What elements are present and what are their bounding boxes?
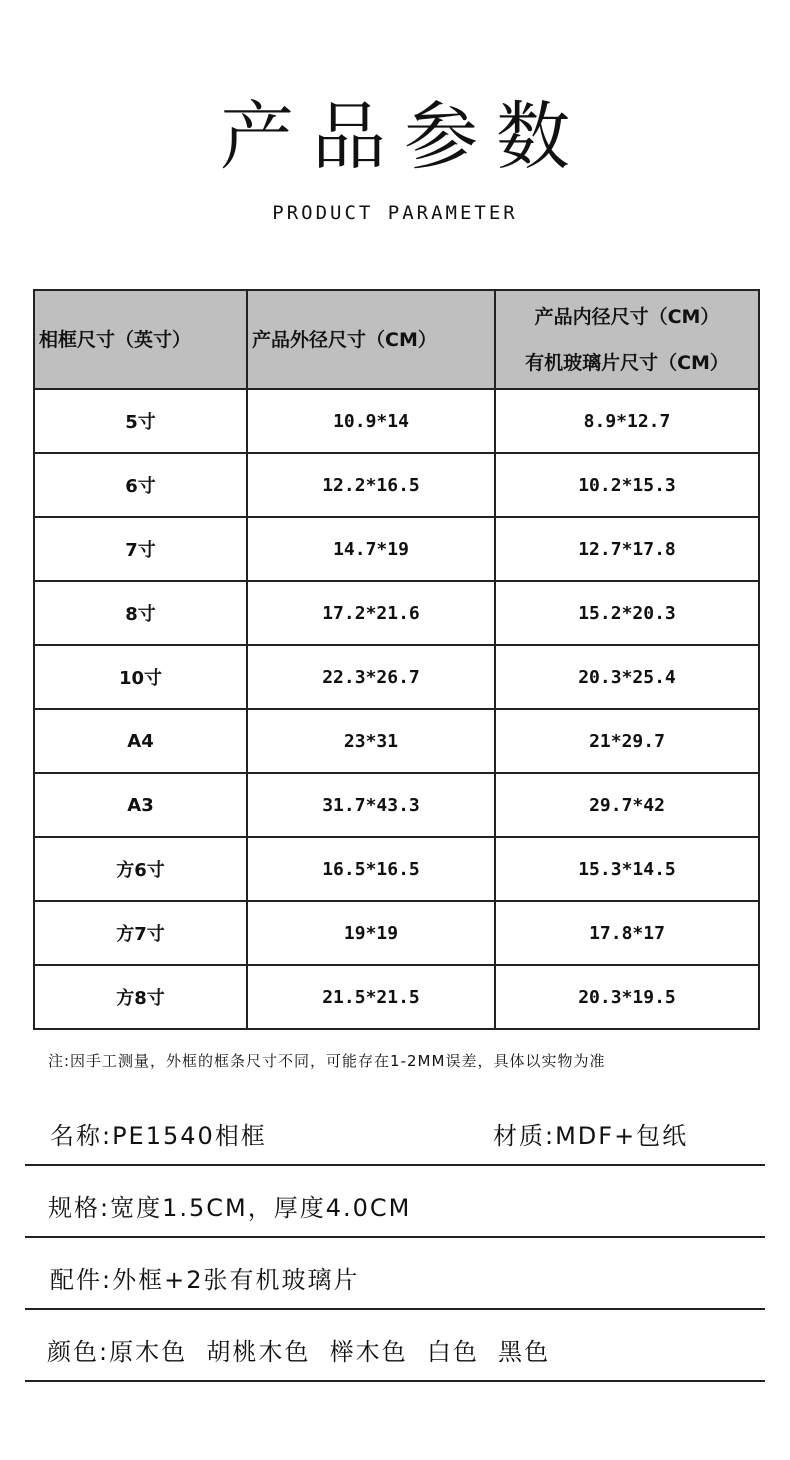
cell-size: 6寸 [34, 453, 247, 517]
table-row [34, 965, 759, 1029]
table-row [34, 837, 759, 901]
info-row-accessories [25, 1248, 765, 1310]
cell-inner: 29.7*42 [495, 773, 759, 837]
header-inner-size-line2: 有机玻璃片尺寸（CM） [525, 351, 729, 374]
cell-size: 8寸 [34, 581, 247, 645]
cell-outer: 22.3*26.7 [247, 645, 495, 709]
table-row [34, 581, 759, 645]
cell-inner: 15.2*20.3 [495, 581, 759, 645]
table-row [34, 389, 759, 453]
header-inner-size [495, 290, 759, 389]
header-inner-size-line1: 产品内径尺寸（CM） [534, 305, 720, 328]
cell-inner: 8.9*12.7 [495, 389, 759, 453]
cell-outer: 16.5*16.5 [247, 837, 495, 901]
cell-outer: 21.5*21.5 [247, 965, 495, 1029]
header-frame-size: 相框尺寸（英寸） [34, 290, 247, 389]
table-row [34, 645, 759, 709]
cell-size: 5寸 [34, 389, 247, 453]
cell-inner: 20.3*25.4 [495, 645, 759, 709]
table-row [34, 517, 759, 581]
product-name: 名称:PE1540相框 [50, 1122, 267, 1150]
product-spec: 规格:宽度1.5CM，厚度4.0CM [48, 1194, 412, 1222]
table-row [34, 453, 759, 517]
cell-outer: 19*19 [247, 901, 495, 965]
info-row-name-material [25, 1104, 765, 1166]
table-row [34, 773, 759, 837]
cell-size: 方8寸 [34, 965, 247, 1029]
cell-size: 10寸 [34, 645, 247, 709]
table-header-row [34, 290, 759, 389]
table-row [34, 901, 759, 965]
product-accessories: 配件:外框+2张有机玻璃片 [50, 1266, 360, 1294]
parameter-table [33, 289, 760, 1030]
cell-outer: 31.7*43.3 [247, 773, 495, 837]
cell-size: A3 [34, 773, 247, 837]
cell-inner: 21*29.7 [495, 709, 759, 773]
cell-size: 7寸 [34, 517, 247, 581]
cell-outer: 23*31 [247, 709, 495, 773]
cell-outer: 10.9*14 [247, 389, 495, 453]
header-outer-size: 产品外径尺寸（CM） [247, 290, 495, 389]
cell-size: 方6寸 [34, 837, 247, 901]
product-material: 材质:MDF+包纸 [493, 1122, 689, 1150]
page-subtitle: PRODUCT PARAMETER [272, 202, 518, 224]
cell-inner: 17.8*17 [495, 901, 759, 965]
cell-inner: 12.7*17.8 [495, 517, 759, 581]
cell-outer: 14.7*19 [247, 517, 495, 581]
cell-size: A4 [34, 709, 247, 773]
info-row-spec [25, 1176, 765, 1238]
table-row [34, 709, 759, 773]
measurement-note: 注:因手工测量，外框的框条尺寸不同，可能存在1-2MM误差，具体以实物为准 [48, 1052, 606, 1070]
cell-inner: 10.2*15.3 [495, 453, 759, 517]
cell-outer: 17.2*21.6 [247, 581, 495, 645]
product-colors: 颜色:原木色 胡桃木色 榉木色 白色 黑色 [47, 1338, 551, 1366]
cell-outer: 12.2*16.5 [247, 453, 495, 517]
cell-inner: 20.3*19.5 [495, 965, 759, 1029]
page-title: 产品参数 [220, 94, 588, 180]
cell-size: 方7寸 [34, 901, 247, 965]
cell-inner: 15.3*14.5 [495, 837, 759, 901]
info-row-colors [25, 1320, 765, 1382]
